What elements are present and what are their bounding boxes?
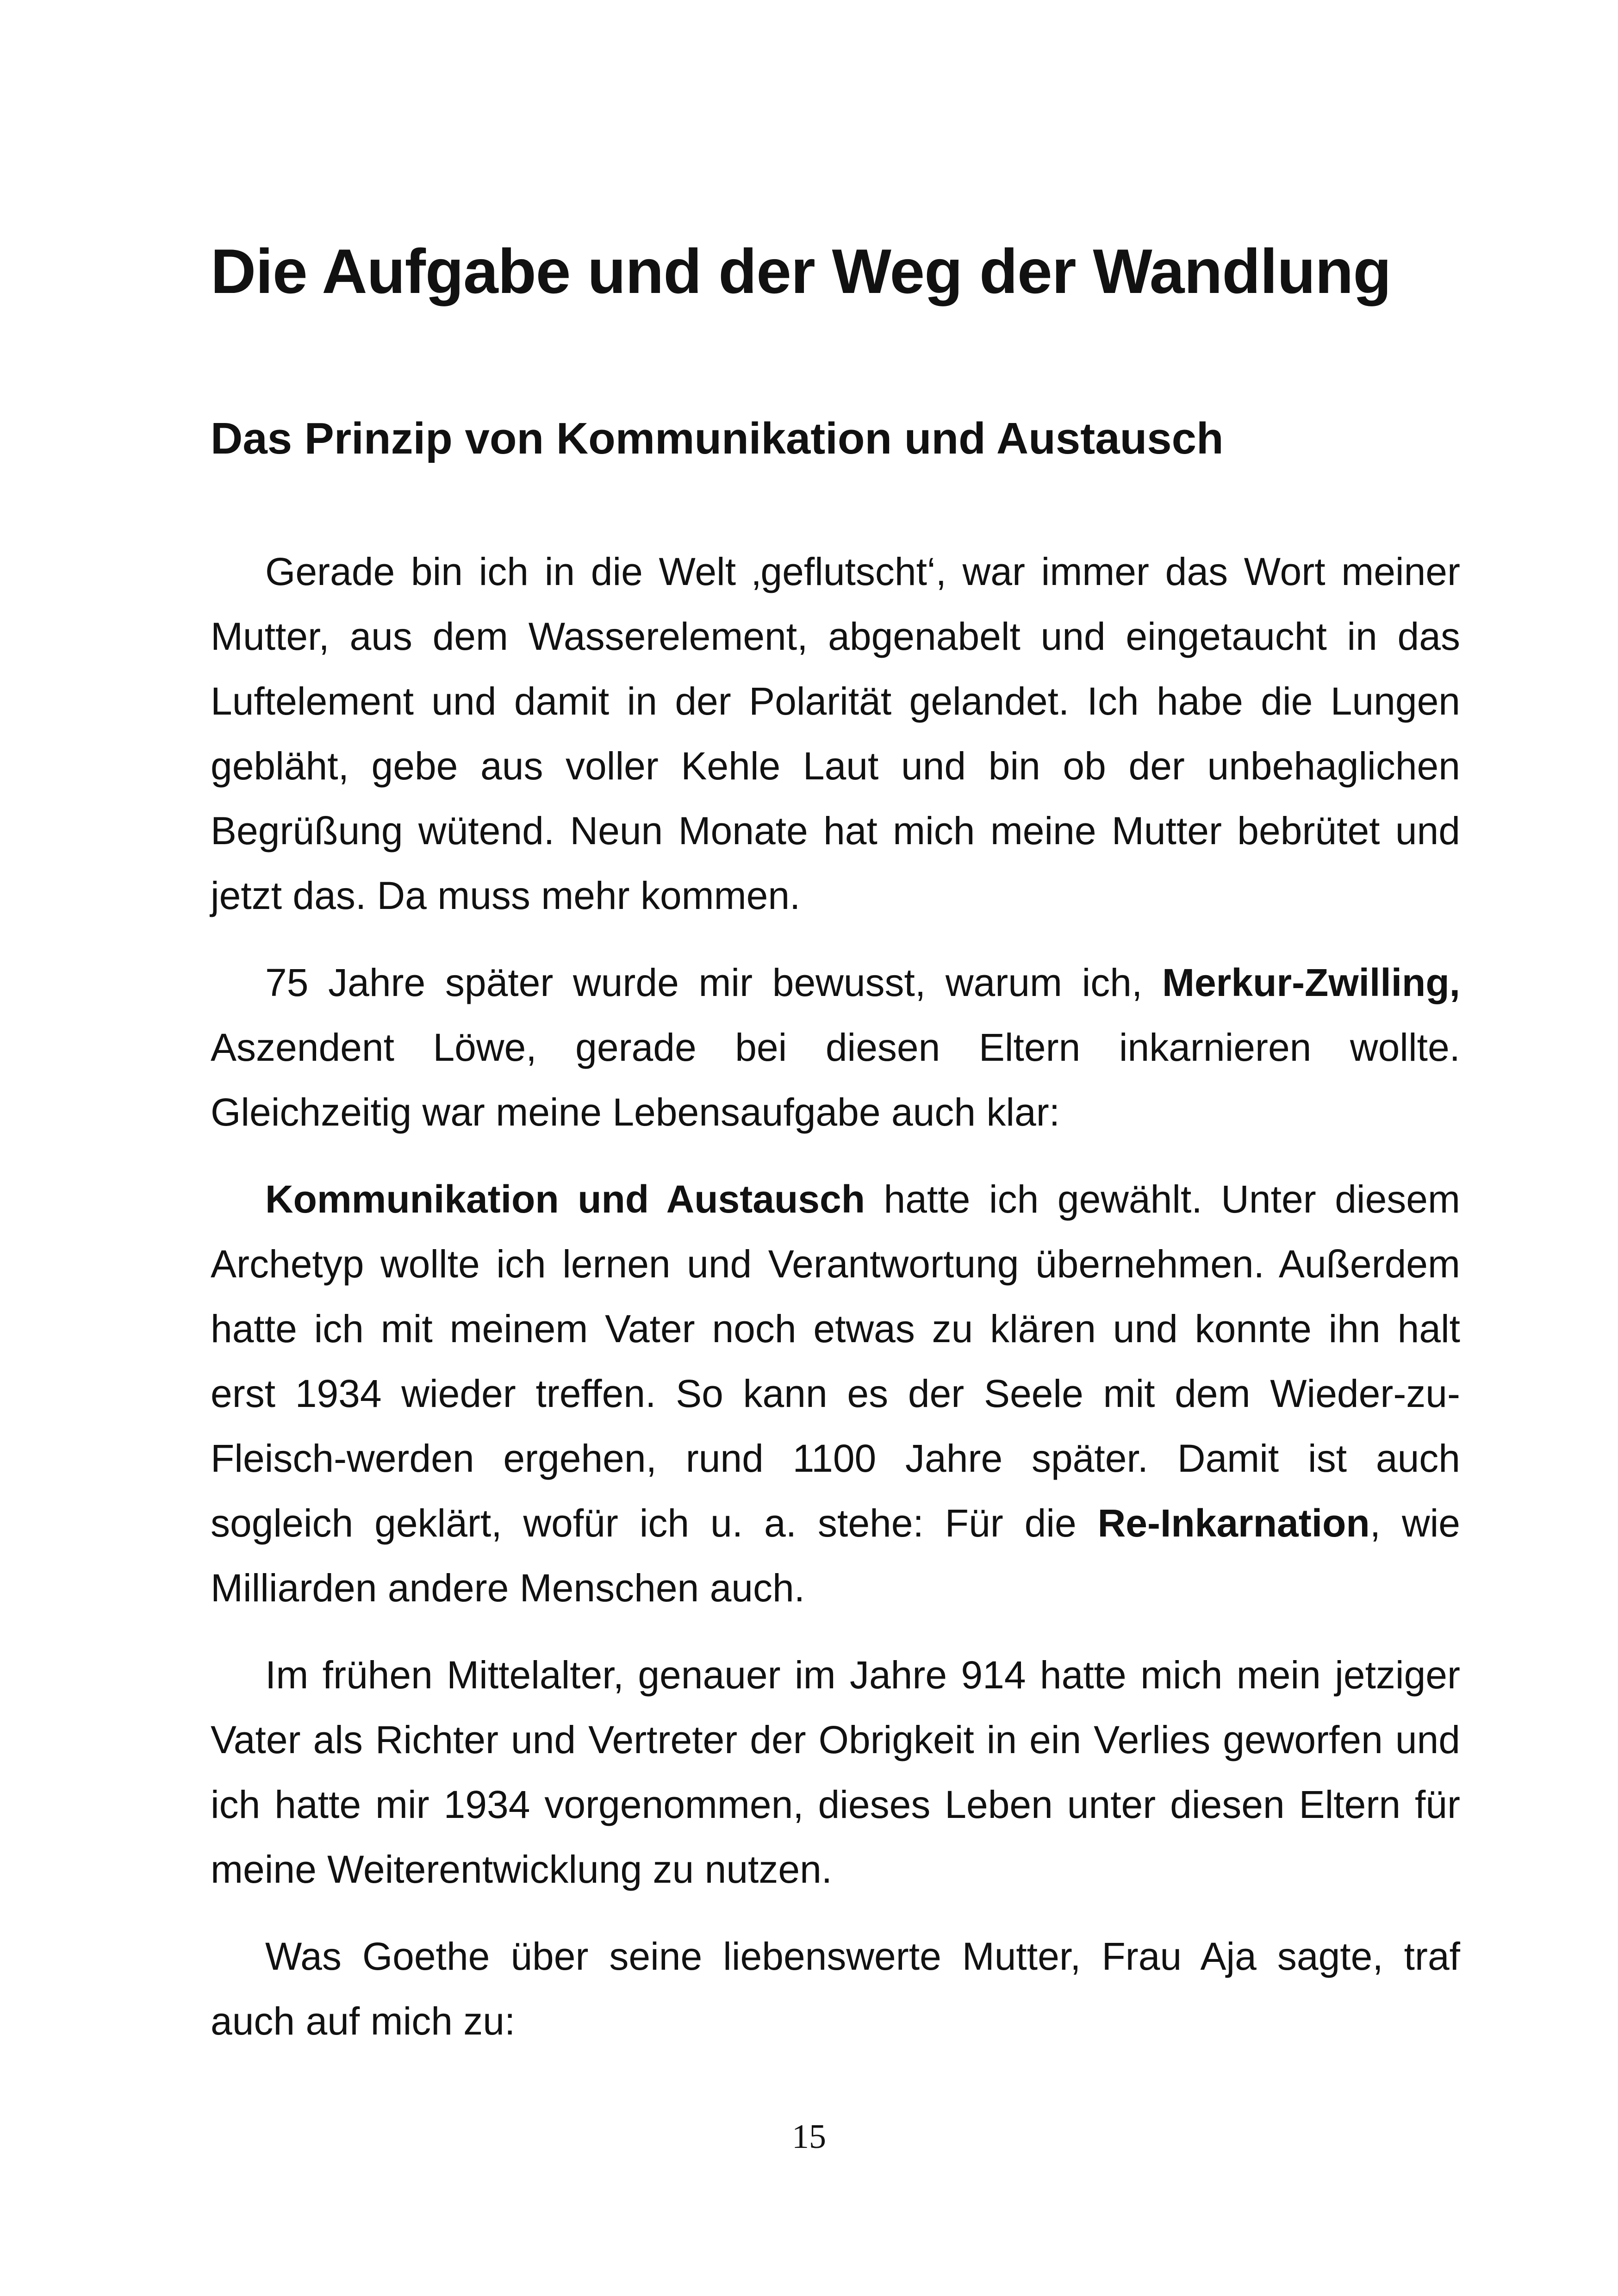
chapter-title: Die Aufgabe und der Weg der Wandlung <box>211 236 1391 306</box>
text-run: , wie Milliarden andere Menschen auch. <box>211 1501 1461 1610</box>
text-run: Aszendent Löwe, gerade bei diesen Eltern inkarnieren wollte. Gleichzeitig war meine Lebensaufgabe auch klar: <box>211 1026 1460 1134</box>
section-subtitle: Das Prinzip von Kommunikation und Austausch <box>211 414 1224 464</box>
page-content <box>211 234 1460 2076</box>
text-run: Im frühen Mittelalter, genauer im Jahre 914 hatte mich mein jetziger Vater als Richter und Vertreter der Obrigkeit in ein Verlies geworfen und ich hatte mir 1934 vorgenommen, dieses Leben unter diesen Eltern für meine Weiterentwicklung zu nutzen. <box>211 1653 1460 1892</box>
text-run: Gerade bin ich in die Welt ‚geflutscht‘, war immer das Wort meiner Mutter, aus dem Wasserelement, abgenabelt und eingetaucht in das Luftelement und damit in der Polarität gelandet. Ich habe die Lungen gebläht, gebe aus voller Kehle Laut und bin ob der unbehaglichen Begrüßung wütend. Neun Monate hat mich meine Mutter bebrütet und jetzt das. Da muss mehr kommen. <box>211 550 1460 918</box>
text-run: hatte ich gewählt. Unter diesem Archetyp wollte ich lernen und Verantwortung übernehmen. Außerdem hatte ich mit meinem Vater noch etwas zu klären und konnte ihn halt erst 1934 wieder treffen. So kann es der Seele mit dem Wieder-zu-Fleisch-werden ergehen, rund 1100 Jahre später. Damit ist auch sogleich geklärt, wofür ich u. a. stehe: Für die <box>211 1177 1460 1545</box>
bold-term: Merkur-Zwilling, <box>1162 961 1460 1005</box>
page-number: 15 <box>792 2118 826 2156</box>
bold-term: Re-Inkarnation <box>1097 1501 1370 1545</box>
text-run: Was Goethe über seine liebenswerte Mutter, Frau Aja sagte, traf auch auf mich zu: <box>211 1935 1460 2043</box>
paragraph-4 <box>211 1643 1460 1902</box>
paragraph-5 <box>211 1924 1460 2053</box>
paragraph-2 <box>211 950 1460 1145</box>
body-text <box>211 539 1460 2053</box>
text-run: 75 Jahre später wurde mir bewusst, warum ich, <box>265 961 1162 1005</box>
paragraph-3 <box>211 1167 1460 1620</box>
paragraph-1 <box>211 539 1460 928</box>
bold-term: Kommunikation und Austausch <box>265 1177 865 1221</box>
